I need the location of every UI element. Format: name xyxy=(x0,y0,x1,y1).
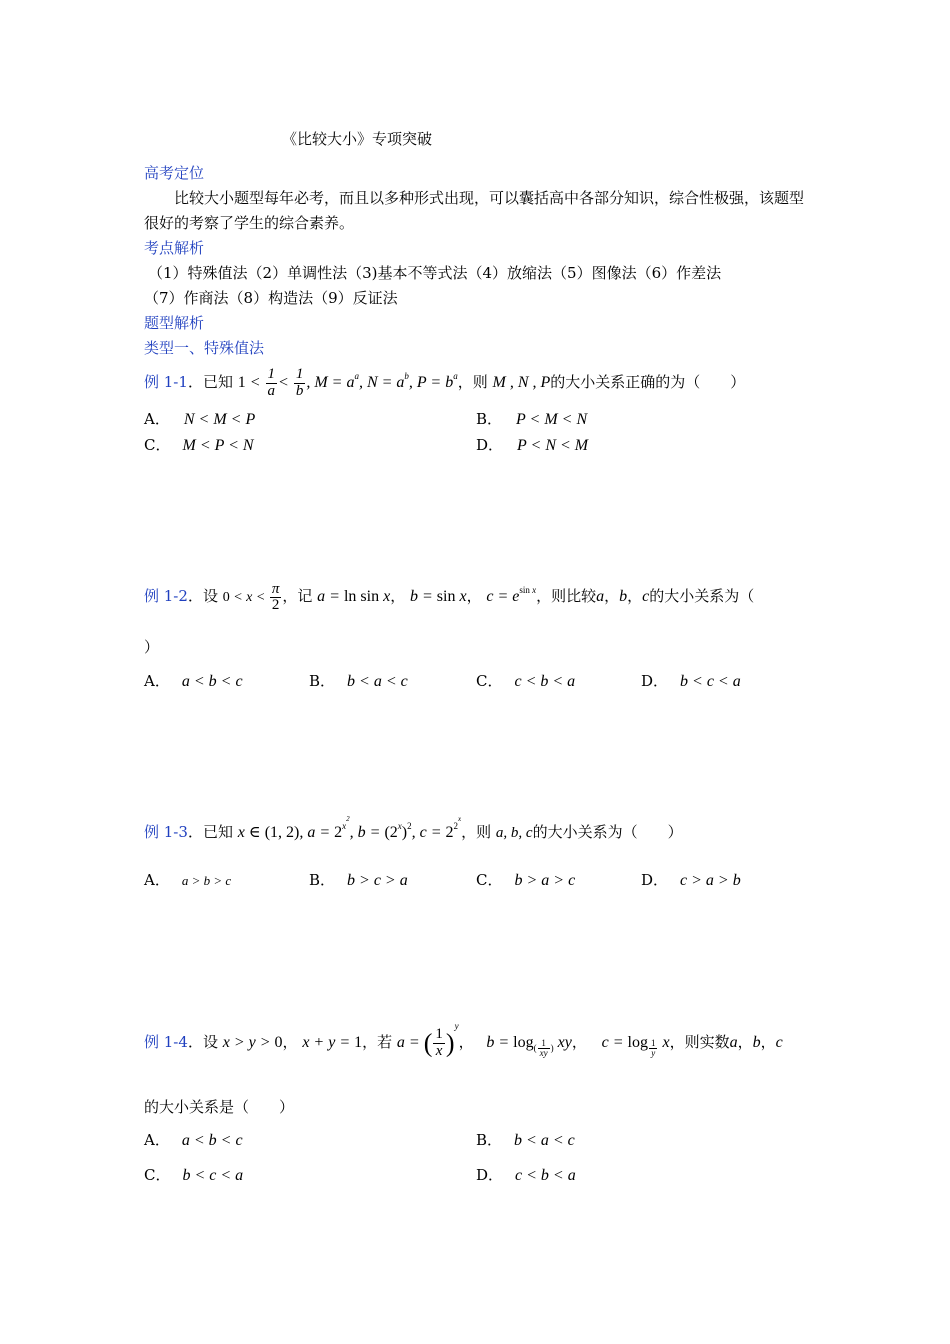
option-c: C． c < b < a xyxy=(476,672,576,690)
page-title: 《比较大小》专项突破 xyxy=(282,130,433,148)
math-interval: 0 < x < $\frac{\pi}{2}$ xyxy=(222,580,280,614)
option-a: A． a < b < c xyxy=(144,1131,243,1149)
example-label: 例 1-4 xyxy=(144,1033,188,1051)
math-c-def: $c = e^{sin x}$ xyxy=(486,585,537,605)
math-x-plus-y: x + y = 1 xyxy=(302,1034,363,1051)
heading-question-types: 题型解析 xyxy=(144,314,205,332)
option-c: C． M < P < N xyxy=(144,436,254,454)
option-b: B． b > c > a xyxy=(309,871,408,889)
methods-line-1: （1）特殊值法（2）单调性法（3)基本不等式法（4）放缩法（5）图像法（6）作差法 xyxy=(148,264,722,282)
math-a-def: a = ln sin x xyxy=(317,588,391,605)
example-1-3: 例 1-3．已知 x ∈ (1, 2), $a = 2^{x^2}$, $b = (2^x)^2$, $c = 2^{2^x}$，则 a, b, c的大小关系为（ ） xyxy=(144,815,683,841)
example-1-4: 例 1-4．设 x > y > 0， x + y = 1，若 a = ( $\frac{1}{x}$ )$^y$， $b = \log_{( \frac{1}{xy} )}$ xy， c = log $_{\frac{1}{y}}$ x，则实数a，b，c xyxy=(144,1021,783,1059)
math-condition: x ∈ (1, 2), $a = 2^{x^2}$, $b = (2^x)^2$, $c = 2^{2^x}$ xyxy=(237,815,462,841)
option-a: A． a > b > c xyxy=(144,871,232,889)
math-b-def: $b = \log_{( \frac{1}{xy} )}$ xy xyxy=(486,1034,572,1059)
option-b: B． b < a < c xyxy=(476,1131,575,1149)
methods-line-2: （7）作商法（8）构造法（9）反证法 xyxy=(144,289,398,307)
math-x-gt-y: x > y > 0 xyxy=(222,1034,283,1051)
option-c: C． b > a > c xyxy=(476,871,576,889)
option-d: D． c > a > b xyxy=(641,871,741,889)
option-a: A． a < b < c xyxy=(144,672,243,690)
option-d: D． c < b < a xyxy=(476,1166,576,1184)
heading-key-points: 考点解析 xyxy=(144,239,205,257)
example-label: 例 1-3 xyxy=(144,823,188,841)
option-d: D． b < c < a xyxy=(641,672,741,690)
option-a: A． N < M < P xyxy=(144,410,256,428)
option-b: B． b < a < c xyxy=(309,672,408,690)
math-a-def: a = ( $\frac{1}{x}$ )$^y$ xyxy=(396,1021,459,1059)
option-c: C． b < c < a xyxy=(144,1166,244,1184)
math-b-def: b = sin x xyxy=(409,588,467,605)
example-label: 例 1-1 xyxy=(144,373,188,391)
example-1-1: 例 1-1．已知 1 < $\frac{1}{a}$ < $\frac{1}{b}$ , $M = a^a$, $N = a^b$, $P = b^a$，则 M , N , P的大小关系正确的为（ ） xyxy=(144,366,746,399)
option-d: D． P < N < M xyxy=(476,436,589,454)
intro-paragraph: 比较大小题型每年必考，而且以多种形式出现，可以囊括高中各部分知识，综合性极强，该题型很好的考察了学生的综合素养。 xyxy=(144,189,805,232)
example-label: 例 1-2 xyxy=(144,587,188,605)
option-b: B． P < M < N xyxy=(476,410,588,428)
math-condition: 1 < $\frac{1}{a}$ < $\frac{1}{b}$ , $M = a^a$, $N = a^b$, $P = b^a$ xyxy=(237,366,458,399)
example-1-2: 例 1-2．设 0 < x < $\frac{\pi}{2}$ ，记 a = ln sin x， b = sin x， $c = e^{sin x}$，则比较a，b，c的大小关系为（ xyxy=(144,580,755,614)
example-1-2-close: ） xyxy=(144,638,160,656)
heading-exam-position: 高考定位 xyxy=(144,164,205,182)
heading-type-one: 类型一、特殊值法 xyxy=(144,339,265,357)
example-1-4-line-2: 的大小关系是（ ） xyxy=(144,1098,295,1116)
math-c-def: c = log $_{\frac{1}{y}}$ x xyxy=(601,1034,670,1059)
